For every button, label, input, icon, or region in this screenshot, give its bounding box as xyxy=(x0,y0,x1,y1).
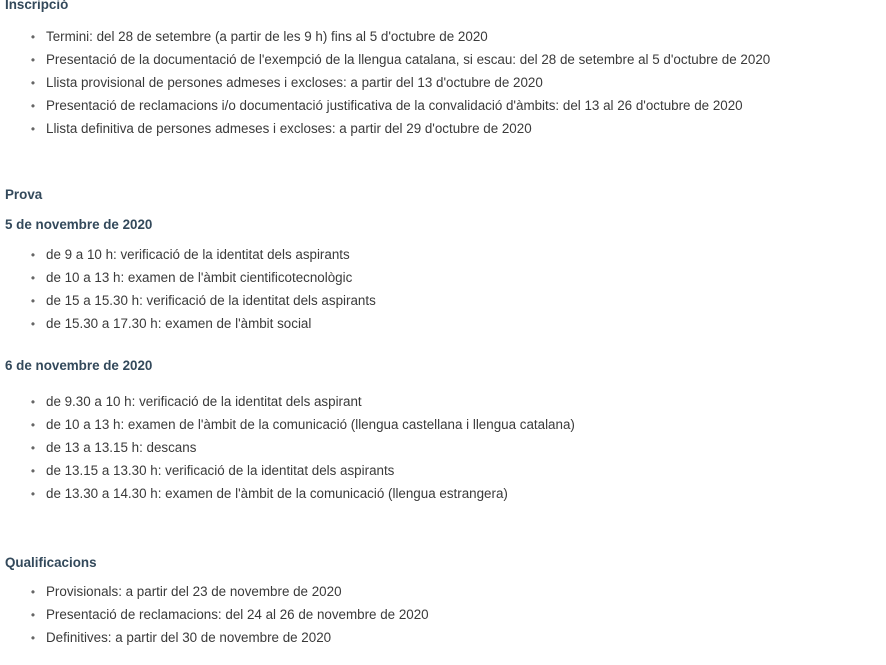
list-item-text: de 15.30 a 17.30 h: examen de l'àmbit social xyxy=(46,316,312,332)
bullet-icon: • xyxy=(30,122,36,137)
list-item xyxy=(0,293,376,316)
list-item-text: de 15 a 15.30 h: verificació de la identitat dels aspirants xyxy=(46,293,376,309)
list-item xyxy=(0,121,770,144)
list-item xyxy=(0,394,575,417)
list-item xyxy=(0,316,376,339)
bullet-icon: • xyxy=(30,317,36,332)
bullet-icon: • xyxy=(30,487,36,502)
list-item-text: de 13 a 13.15 h: descans xyxy=(46,440,197,456)
list-item-text: Presentació de reclamacions: del 24 al 26 de novembre de 2020 xyxy=(46,607,429,623)
bullet-icon: • xyxy=(30,631,36,646)
list-item xyxy=(0,75,770,98)
list-item-text: de 10 a 13 h: examen de l'àmbit de la comunicació (llengua castellana i llengua catalana) xyxy=(46,417,575,433)
list-item xyxy=(0,584,429,607)
section-heading-qualificacions: Qualificacions xyxy=(5,555,97,570)
bullet-icon: • xyxy=(30,464,36,479)
bullet-icon: • xyxy=(30,53,36,68)
prova-day1-list xyxy=(0,247,376,339)
list-item xyxy=(0,247,376,270)
bullet-icon: • xyxy=(30,585,36,599)
bullet-icon: • xyxy=(30,99,36,114)
day-heading-5-novembre: 5 de novembre de 2020 xyxy=(5,217,153,232)
list-item-text: Llista provisional de persones admeses i excloses: a partir del 13 d'octubre de 2020 xyxy=(46,75,543,91)
list-item-text: de 13.15 a 13.30 h: verificació de la identitat dels aspirants xyxy=(46,463,395,479)
bullet-icon: • xyxy=(30,248,36,262)
list-item-text: Definitives: a partir del 30 de novembre de 2020 xyxy=(46,630,332,646)
prova-day2-list xyxy=(0,394,575,509)
list-item-text: Presentació de reclamacions i/o documentació justificativa de la convalidació d'àmbits: del 13 al 26 d'octubre de 2020 xyxy=(46,98,743,114)
qualificacions-list xyxy=(0,584,429,653)
bullet-icon: • xyxy=(30,441,36,456)
section-heading-prova: Prova xyxy=(5,187,43,202)
list-item xyxy=(0,463,575,486)
list-item-text: de 10 a 13 h: examen de l'àmbit cientificotecnològic xyxy=(46,270,353,286)
list-item-text: Llista definitiva de persones admeses i excloses: a partir del 29 d'octubre de 2020 xyxy=(46,121,532,137)
list-item xyxy=(0,29,770,52)
list-item xyxy=(0,486,575,509)
list-item xyxy=(0,52,770,75)
list-item-text: Presentació de la documentació de l'exempció de la llengua catalana, si escau: del 28 de setembre al 5 d'octubre de 2020 xyxy=(46,52,771,68)
list-item xyxy=(0,98,770,121)
list-item xyxy=(0,417,575,440)
list-item-text: de 9.30 a 10 h: verificació de la identitat dels aspirant xyxy=(46,394,362,409)
bullet-icon: • xyxy=(30,271,36,286)
list-item xyxy=(0,270,376,293)
bullet-icon: • xyxy=(30,608,36,623)
day-heading-6-novembre: 6 de novembre de 2020 xyxy=(5,358,153,373)
list-item xyxy=(0,607,429,630)
list-item-text: de 13.30 a 14.30 h: examen de l'àmbit de la comunicació (llengua estrangera) xyxy=(46,486,508,502)
inscripcio-list xyxy=(0,29,770,144)
list-item xyxy=(0,440,575,463)
bullet-icon: • xyxy=(30,395,36,409)
bullet-icon: • xyxy=(30,30,36,44)
list-item-text: Provisionals: a partir del 23 de novembre de 2020 xyxy=(46,584,342,599)
section-heading-inscripcio: Inscripció xyxy=(5,0,69,12)
list-item-text: Termini: del 28 de setembre (a partir de les 9 h) fins al 5 d'octubre de 2020 xyxy=(46,29,488,44)
list-item xyxy=(0,630,429,653)
list-item-text: de 9 a 10 h: verificació de la identitat dels aspirants xyxy=(46,247,350,262)
bullet-icon: • xyxy=(30,418,36,433)
bullet-icon: • xyxy=(30,76,36,91)
bullet-icon: • xyxy=(30,294,36,309)
